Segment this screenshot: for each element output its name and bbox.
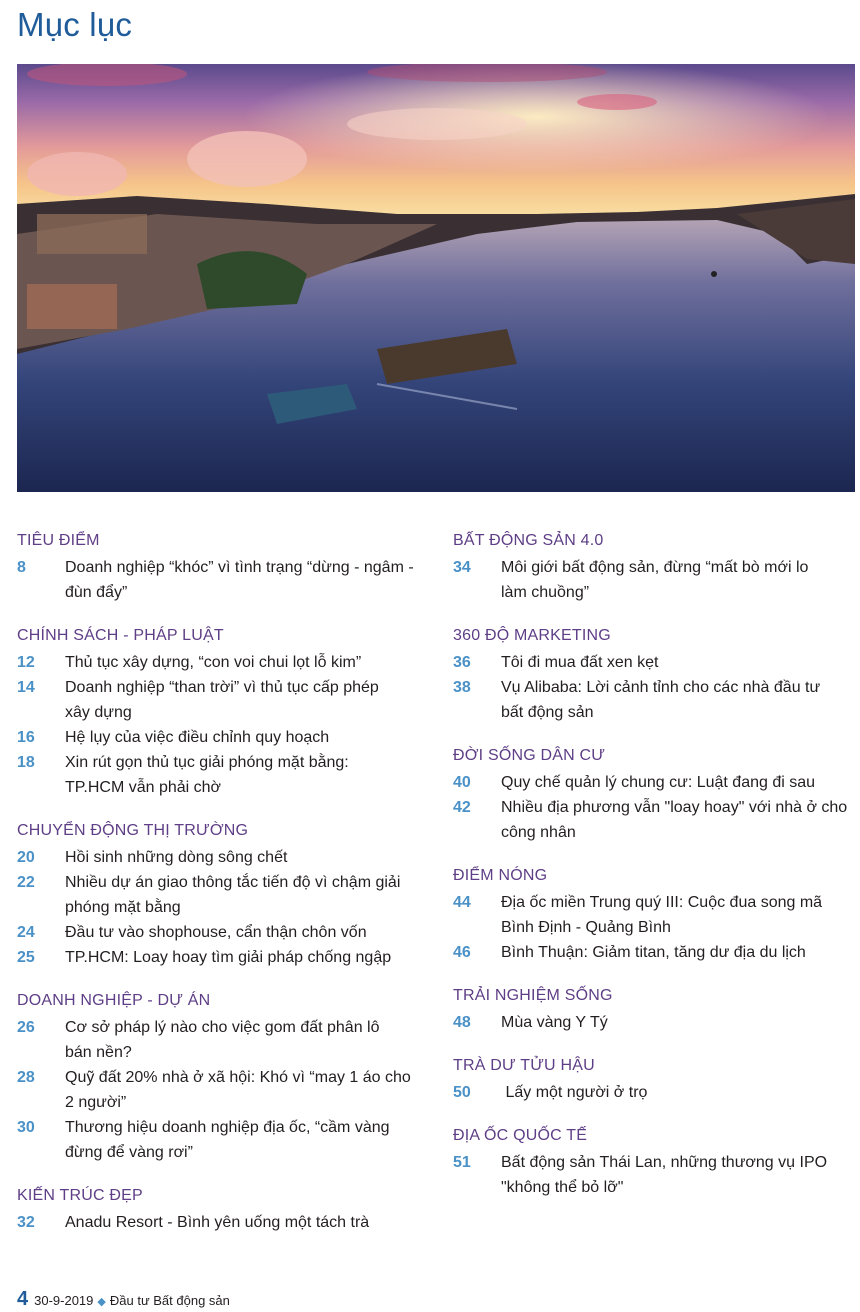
section-heading: TRÀ DƯ TỬU HẬU — [453, 1057, 595, 1074]
entry-title-line: bất động sản — [501, 704, 594, 721]
toc-section — [453, 985, 848, 1035]
section-heading: ĐỊA ỐC QUỐC TẾ — [453, 1127, 588, 1144]
right-column — [453, 530, 848, 1220]
footer-date: 30-9-2019 — [34, 1293, 94, 1308]
entry-page-number: 22 — [17, 874, 35, 891]
entry-title-line: TP.HCM vẫn phải chờ — [65, 779, 222, 796]
entry-page-number: 32 — [17, 1214, 35, 1231]
entry-title-line: công nhân — [501, 824, 576, 841]
entry-title — [65, 750, 417, 800]
entry-page-number: 46 — [453, 944, 471, 961]
section-heading: TRẢI NGHIỆM SỐNG — [453, 987, 613, 1004]
entry-page-number: 20 — [17, 849, 35, 866]
toc-entry[interactable] — [17, 870, 417, 920]
section-heading: 360 ĐỘ MARKETING — [453, 627, 611, 644]
toc-entry[interactable] — [17, 675, 417, 725]
entry-title — [501, 675, 848, 725]
section-heading: CHÍNH SÁCH - PHÁP LUẬT — [17, 627, 224, 644]
toc-entry[interactable] — [453, 650, 848, 675]
section-heading: ĐIỂM NÓNG — [453, 867, 548, 884]
entry-title-line: Vụ Alibaba: Lời cảnh tỉnh cho các nhà đầu tư — [501, 679, 821, 696]
entry-title-line: xây dựng — [65, 704, 132, 721]
entry-page-number: 42 — [453, 799, 471, 816]
toc-entry[interactable] — [453, 795, 848, 845]
entry-page-number: 14 — [17, 679, 35, 696]
footer-publication: Đầu tư Bất động sản — [109, 1293, 230, 1308]
section-heading: BẤT ĐỘNG SẢN 4.0 — [453, 532, 604, 549]
cover-photo — [17, 64, 855, 492]
entry-title-line: Thủ tục xây dựng, “con voi chui lọt lỗ kim” — [65, 654, 362, 671]
entry-page-number: 30 — [17, 1119, 35, 1136]
toc-entry[interactable] — [453, 675, 848, 725]
entry-title — [65, 870, 417, 920]
entry-title — [65, 845, 417, 870]
entry-title — [65, 1065, 417, 1115]
toc-section — [453, 530, 848, 605]
entry-title-line: Môi giới bất động sản, đừng “mất bò mới lo — [501, 559, 809, 576]
section-heading: KIẾN TRÚC ĐẸP — [17, 1187, 143, 1204]
entry-title — [501, 555, 848, 605]
entry-page-number: 16 — [17, 729, 35, 746]
section-heading: TIÊU ĐIỂM — [17, 532, 100, 549]
toc-entry[interactable] — [17, 845, 417, 870]
entry-page-number: 12 — [17, 654, 35, 671]
entry-title-line: Nhiều địa phương vẫn "loay hoay" với nhà ở cho — [501, 799, 848, 816]
entry-title — [501, 940, 848, 965]
toc-entry[interactable] — [17, 1210, 417, 1235]
entry-title-line: Địa ốc miền Trung quý III: Cuộc đua song mã — [501, 894, 823, 911]
entry-title — [65, 945, 417, 970]
toc-entry[interactable] — [17, 1115, 417, 1165]
entry-title-line: Bình Thuận: Giảm titan, tăng dư địa du lịch — [501, 944, 806, 961]
entry-title — [65, 675, 417, 725]
entry-title-line: Xin rút gọn thủ tục giải phóng mặt bằng: — [65, 754, 349, 771]
entry-title — [65, 1115, 417, 1165]
toc-entry[interactable] — [453, 1150, 848, 1200]
entry-title — [65, 1015, 417, 1065]
entry-page-number: 38 — [453, 679, 471, 696]
entry-title-line: Doanh nghiệp “khóc” vì tình trạng “dừng - ngâm - — [65, 559, 414, 576]
entry-title-line: Quỹ đất 20% nhà ở xã hội: Khó vì “may 1 áo cho — [65, 1069, 411, 1086]
entry-title — [65, 1210, 417, 1235]
entry-page-number: 51 — [453, 1154, 471, 1171]
section-heading: DOANH NGHIỆP - DỰ ÁN — [17, 992, 211, 1009]
toc-entry[interactable] — [17, 945, 417, 970]
entry-title-line: "không thể bỏ lỡ" — [501, 1179, 624, 1196]
entry-title-line: đừng để vàng rơi” — [65, 1144, 193, 1161]
entry-title — [501, 1010, 848, 1035]
entry-title — [501, 1150, 848, 1200]
entry-page-number: 18 — [17, 754, 35, 771]
toc-section — [17, 990, 417, 1165]
diamond-icon: ◆ — [97, 1296, 106, 1308]
entry-title-line: phóng mặt bằng — [65, 899, 181, 916]
entry-title-line: Hệ lụy của việc điều chỉnh quy hoạch — [65, 729, 330, 746]
entry-title-line: Quy chế quản lý chung cư: Luật đang đi sau — [501, 774, 816, 791]
entry-title — [65, 650, 417, 675]
toc-entry[interactable] — [17, 1065, 417, 1115]
entry-title-line: bán nền? — [65, 1044, 132, 1061]
entry-title-line: Bất động sản Thái Lan, những thương vụ IPO — [501, 1154, 828, 1171]
entry-title — [501, 770, 848, 795]
entry-page-number: 48 — [453, 1014, 471, 1031]
entry-title-line: Cơ sở pháp lý nào cho việc gom đất phân lô — [65, 1019, 380, 1036]
toc-entry[interactable] — [453, 1010, 848, 1035]
entry-title-line: Bình Định - Quảng Bình — [501, 919, 671, 936]
entry-title-line: làm chuồng” — [501, 584, 590, 601]
toc-section — [453, 625, 848, 725]
entry-title-line: Tôi đi mua đất xen kẹt — [501, 654, 659, 671]
entry-title — [501, 1080, 848, 1105]
entry-title — [65, 555, 417, 605]
toc-entry[interactable] — [453, 1080, 848, 1105]
toc-entry[interactable] — [17, 725, 417, 750]
entry-title-line: 2 người” — [65, 1094, 127, 1111]
toc-section — [453, 865, 848, 965]
toc-section — [17, 1185, 417, 1235]
toc-entry[interactable] — [453, 555, 848, 605]
entry-page-number: 8 — [17, 559, 26, 576]
section-heading: ĐỜI SỐNG DÂN CƯ — [453, 747, 606, 764]
entry-title — [501, 650, 848, 675]
page-title: Mục lục — [17, 6, 133, 43]
entry-title-line: Anadu Resort - Bình yên uống một tách trà — [65, 1214, 370, 1231]
entry-title — [501, 795, 848, 845]
toc-entry[interactable] — [17, 650, 417, 675]
entry-page-number: 40 — [453, 774, 471, 791]
entry-page-number: 28 — [17, 1069, 35, 1086]
entry-page-number: 24 — [17, 924, 35, 941]
toc-entry[interactable] — [17, 750, 417, 800]
toc-section — [453, 745, 848, 845]
footer-page-number: 4 — [17, 1288, 29, 1310]
entry-title-line: Hồi sinh những dòng sông chết — [65, 849, 288, 866]
toc-section — [453, 1055, 848, 1105]
entry-title-line: Thương hiệu doanh nghiệp địa ốc, “cầm vàng — [65, 1119, 390, 1136]
entry-title-line: Mùa vàng Y Tý — [501, 1014, 608, 1031]
entry-page-number: 50 — [453, 1084, 471, 1101]
toc-entry[interactable] — [17, 1015, 417, 1065]
entry-page-number: 36 — [453, 654, 471, 671]
entry-title-line: Lấy một người ở trọ — [501, 1084, 648, 1101]
section-heading: CHUYỂN ĐỘNG THỊ TRƯỜNG — [17, 822, 249, 839]
toc-entry[interactable] — [17, 920, 417, 945]
entry-title-line: Doanh nghiệp “than trời” vì thủ tục cấp phép — [65, 679, 379, 696]
toc-section — [453, 1125, 848, 1200]
entry-page-number: 44 — [453, 894, 471, 911]
toc-section — [17, 820, 417, 970]
page-footer — [17, 1288, 230, 1311]
entry-page-number: 25 — [17, 949, 35, 966]
entry-title-line: Đầu tư vào shophouse, cẩn thận chôn vốn — [65, 924, 367, 941]
entry-page-number: 26 — [17, 1019, 35, 1036]
toc-section — [17, 530, 417, 605]
toc-section — [17, 625, 417, 800]
toc-entry[interactable] — [453, 890, 848, 940]
entry-title-line: Nhiều dự án giao thông tắc tiến độ vì chậm giải — [65, 874, 401, 891]
toc-entry[interactable] — [453, 770, 848, 795]
entry-page-number: 34 — [453, 559, 471, 576]
toc-entry[interactable] — [453, 940, 848, 965]
entry-title — [501, 890, 848, 940]
entry-title — [65, 725, 417, 750]
entry-title-line: đùn đẩy” — [65, 584, 128, 601]
left-column — [17, 530, 417, 1255]
entry-title — [65, 920, 417, 945]
toc-entry[interactable] — [17, 555, 417, 605]
entry-title-line: TP.HCM: Loay hoay tìm giải pháp chống ngập — [65, 949, 392, 966]
